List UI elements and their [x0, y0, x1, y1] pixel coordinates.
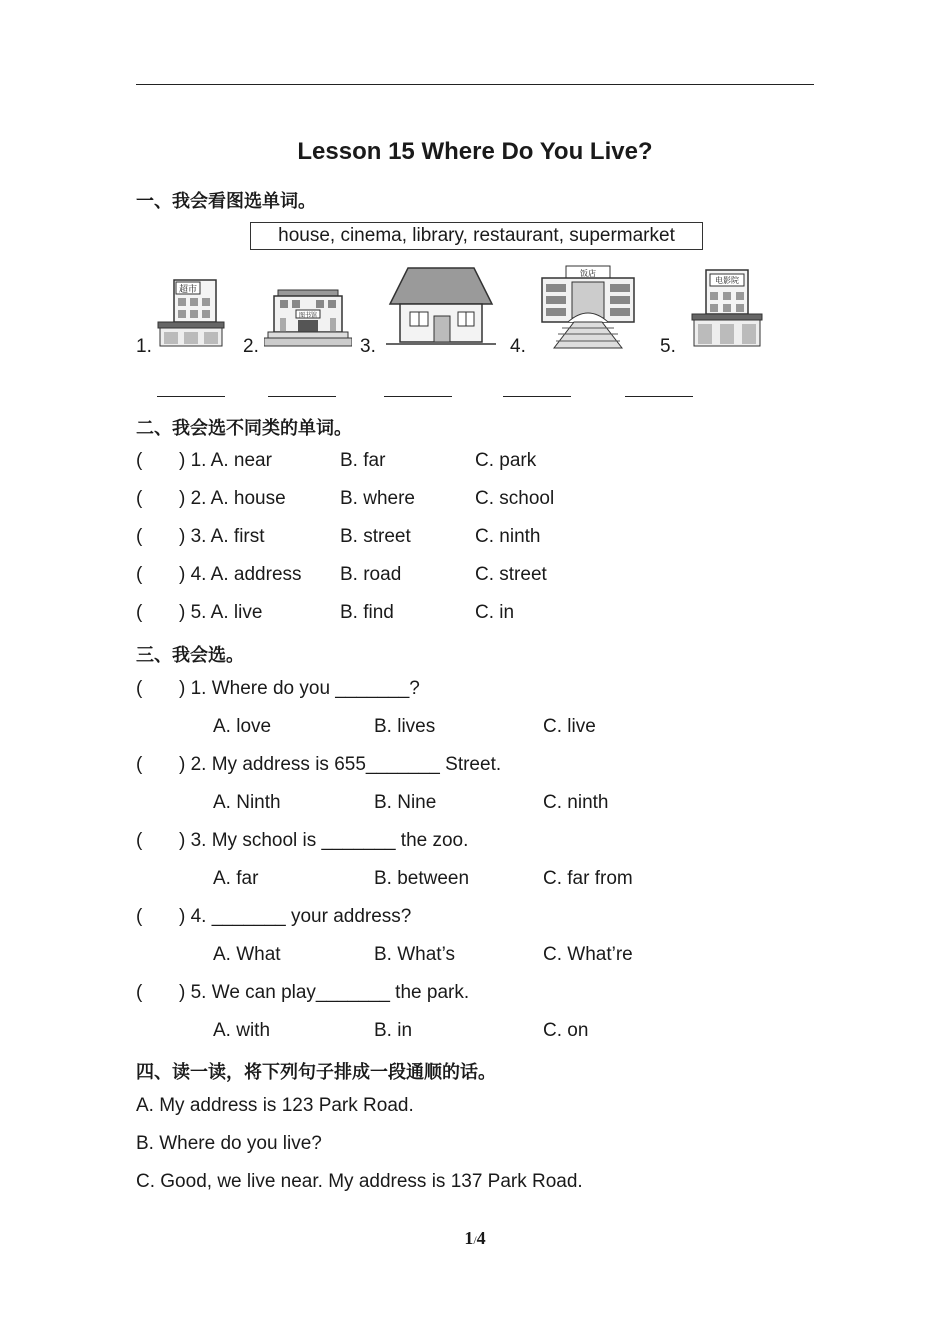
- page-separator: /: [473, 1233, 477, 1247]
- option-c: C. ninth: [543, 792, 609, 813]
- cinema-sign: 电影院: [715, 276, 739, 285]
- section3-heading: 三、我会选。: [136, 645, 244, 665]
- option-b: B. road: [340, 564, 402, 585]
- option-a: A. What: [213, 944, 281, 965]
- sentence: B. Where do you live?: [136, 1133, 322, 1154]
- supermarket-icon: [156, 276, 228, 348]
- option-b: B. where: [340, 488, 415, 509]
- option-c: C. park: [475, 450, 537, 471]
- page-number: [0, 1228, 950, 1249]
- option-b: B. street: [340, 526, 411, 547]
- page-total: 4: [476, 1228, 486, 1248]
- option-c: C. ninth: [475, 526, 541, 547]
- option-c: C. live: [543, 716, 596, 737]
- picture-number: 5.: [660, 336, 676, 357]
- answer-blank[interactable]: [157, 396, 225, 397]
- option-b: B. far: [340, 450, 386, 471]
- section1-heading: 一、我会看图选单词。: [136, 191, 316, 211]
- option-c: C. far from: [543, 868, 633, 889]
- answer-paren[interactable]: (: [136, 602, 143, 623]
- question-text: ) 3. My school is _______ the zoo.: [179, 830, 469, 851]
- answer-paren[interactable]: (: [136, 754, 143, 775]
- option-a: A. far: [213, 868, 259, 889]
- restaurant-sign: 饭店: [580, 269, 596, 278]
- question-option-a: ) 4. A. address: [179, 564, 302, 585]
- cinema-icon: [690, 268, 764, 348]
- picture-number: 2.: [243, 336, 259, 357]
- page-title: Lesson 15 Where Do You Live?: [297, 138, 653, 165]
- question-text: ) 5. We can play_______ the park.: [179, 982, 470, 1003]
- picture-number: 1.: [136, 336, 152, 357]
- answer-paren[interactable]: (: [136, 526, 143, 547]
- option-a: A. love: [213, 716, 272, 737]
- question-text: ) 1. Where do you _______?: [179, 678, 420, 699]
- option-c: C. school: [475, 488, 555, 509]
- header-rule: [136, 84, 814, 85]
- answer-blank[interactable]: [503, 396, 571, 397]
- answer-blank[interactable]: [625, 396, 693, 397]
- library-sign: 图书馆: [298, 313, 318, 319]
- answer-paren[interactable]: (: [136, 678, 143, 699]
- word-bank: house, cinema, library, restaurant, supermarket: [250, 222, 703, 250]
- question-option-a: ) 1. A. near: [179, 450, 272, 471]
- option-b: B. find: [340, 602, 394, 623]
- answer-blank[interactable]: [384, 396, 452, 397]
- option-b: B. between: [374, 868, 470, 889]
- page-current: 1: [464, 1228, 474, 1248]
- section4-heading: 四、读一读，将下列句子排成一段通顺的话。: [136, 1062, 496, 1082]
- option-b: B. lives: [374, 716, 436, 737]
- question-text: ) 4. _______ your address?: [179, 906, 412, 927]
- option-a: A. with: [213, 1020, 271, 1041]
- option-c: C. on: [543, 1020, 589, 1041]
- option-c: C. in: [475, 602, 515, 623]
- answer-blank[interactable]: [268, 396, 336, 397]
- question-option-a: ) 5. A. live: [179, 602, 263, 623]
- answer-paren[interactable]: (: [136, 906, 143, 927]
- picture-number: 3.: [360, 336, 376, 357]
- option-a: A. Ninth: [213, 792, 281, 813]
- supermarket-sign: 超市: [178, 284, 198, 294]
- answer-paren[interactable]: (: [136, 488, 143, 509]
- option-b: B. in: [374, 1020, 413, 1041]
- answer-paren[interactable]: (: [136, 982, 143, 1003]
- option-b: B. What’s: [374, 944, 455, 965]
- sentence: A. My address is 123 Park Road.: [136, 1095, 414, 1116]
- option-b: B. Nine: [374, 792, 437, 813]
- library-icon: [264, 288, 352, 350]
- question-option-a: ) 3. A. first: [179, 526, 265, 547]
- question-text: ) 2. My address is 655_______ Street.: [179, 754, 502, 775]
- question-option-a: ) 2. A. house: [179, 488, 286, 509]
- sentence: C. Good, we live near. My address is 137 Park Road.: [136, 1171, 583, 1192]
- answer-paren[interactable]: (: [136, 450, 143, 471]
- picture-number: 4.: [510, 336, 526, 357]
- restaurant-icon: [538, 264, 638, 350]
- option-c: C. street: [475, 564, 547, 585]
- answer-paren[interactable]: (: [136, 564, 143, 585]
- option-c: C. What’re: [543, 944, 633, 965]
- answer-paren[interactable]: (: [136, 830, 143, 851]
- section2-heading: 二、我会选不同类的单词。: [136, 418, 352, 438]
- house-icon: [386, 266, 496, 350]
